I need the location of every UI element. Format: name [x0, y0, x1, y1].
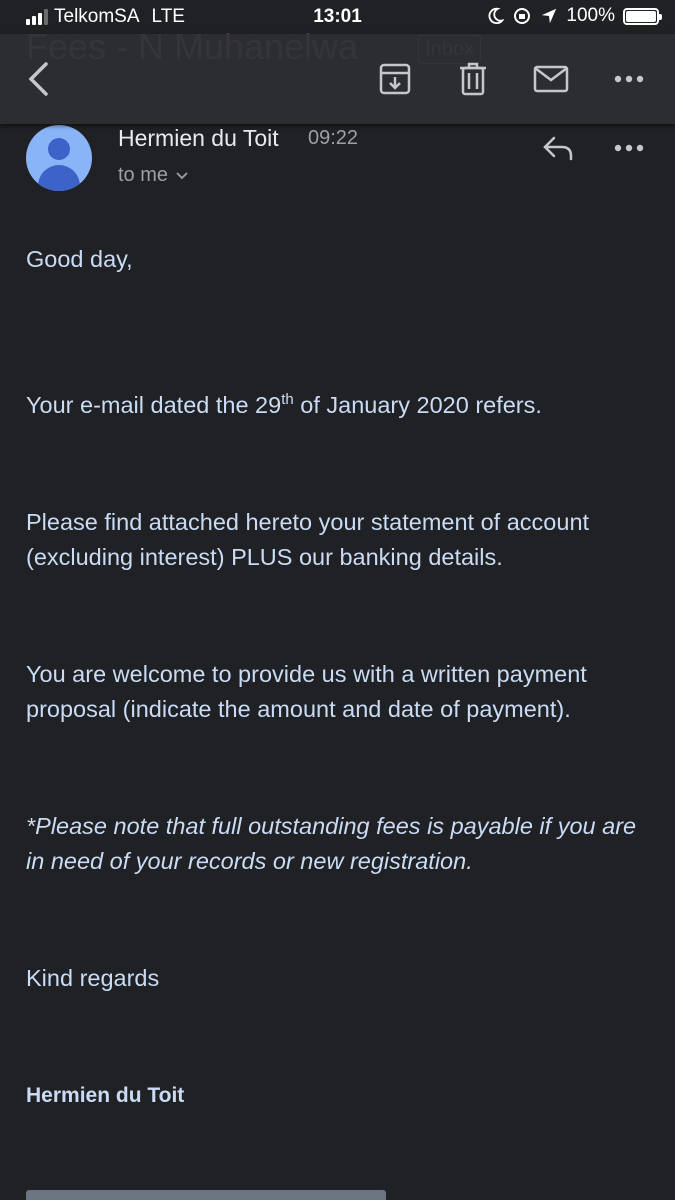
back-button[interactable]	[18, 56, 58, 102]
location-icon	[540, 7, 558, 25]
avatar[interactable]	[26, 125, 92, 191]
sender-name[interactable]: Hermien du Toit	[118, 125, 279, 151]
carrier-label: TelkomSA	[54, 6, 140, 27]
moon-icon	[486, 7, 504, 25]
signature-name: Hermien du Toit	[26, 1083, 185, 1107]
reply-button[interactable]	[538, 128, 578, 168]
recipient-label: to me	[118, 164, 169, 186]
back-icon	[26, 61, 50, 97]
reply-icon	[542, 135, 574, 161]
clock: 13:01	[313, 6, 362, 27]
status-right	[486, 5, 659, 27]
recipient-details-toggle[interactable]	[118, 164, 188, 187]
greeting: Good day,	[26, 246, 133, 272]
paragraph-statement: Please find attached hereto your statement of account (excluding interest) PLUS our banking details.	[26, 508, 590, 570]
more-icon	[614, 144, 644, 152]
more-button[interactable]	[608, 58, 650, 100]
archive-button[interactable]	[374, 58, 416, 100]
closing: Kind regards	[26, 964, 160, 991]
mark-unread-button[interactable]	[530, 58, 572, 100]
network-label: LTE	[151, 6, 185, 27]
status-bar	[0, 0, 675, 36]
message-more-button[interactable]	[608, 128, 650, 168]
paragraph-payment-proposal: You are welcome to provide us with a written payment proposal (indicate the amount and date of payment).	[26, 660, 587, 722]
message-body	[26, 242, 646, 1113]
message-time: 09:22	[308, 127, 359, 149]
orientation-lock-icon	[512, 6, 532, 26]
mail-icon	[533, 65, 569, 93]
battery-percent: 100%	[566, 5, 615, 26]
email-toolbar	[0, 34, 675, 124]
message-header	[0, 120, 675, 200]
signature-title-cutoff	[26, 1190, 406, 1200]
chevron-down-icon	[176, 172, 188, 180]
archive-icon	[378, 62, 412, 96]
delete-button[interactable]	[452, 58, 494, 100]
more-icon	[614, 75, 644, 83]
note-outstanding-fees: *Please note that full outstanding fees is payable if you are in need of your records or new registration.	[26, 812, 637, 874]
battery-icon	[623, 8, 659, 25]
trash-icon	[458, 62, 488, 96]
paragraph-email-reference: Your e-mail dated the 29th of January 2020 refers.	[26, 391, 542, 418]
